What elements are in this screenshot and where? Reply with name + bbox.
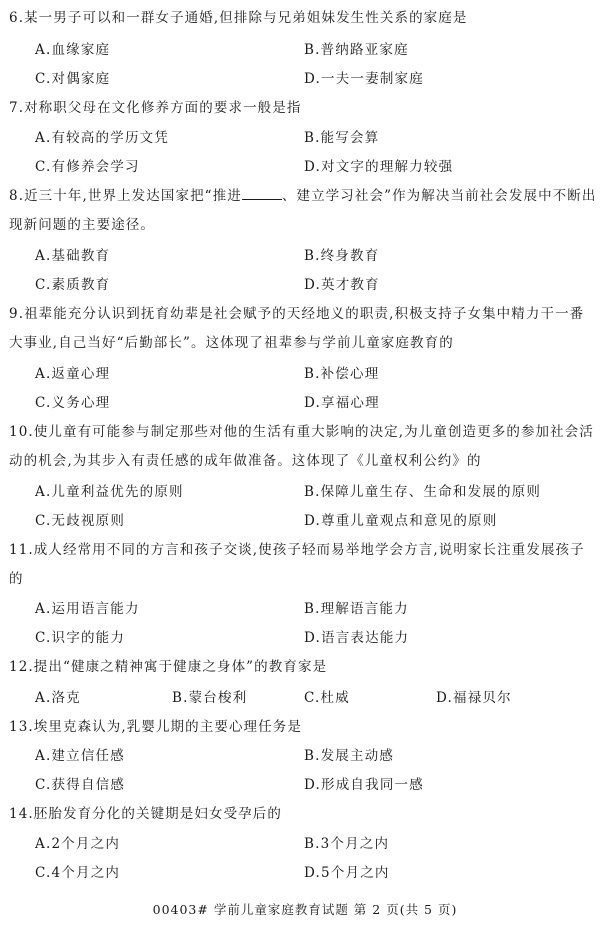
question-6-stem: 6.某一男子可以和一群女子通婚,但排除与兄弟姐妹发生性关系的家庭是: [9, 10, 468, 26]
question-10-option-b: B.保障儿童生存、生命和发展的原则: [304, 484, 542, 500]
question-8-option-a: A.基础教育: [35, 248, 111, 264]
question-9-option-b: B.补偿心理: [304, 366, 380, 382]
question-8-option-b: B.终身教育: [304, 248, 380, 264]
question-6-option-c: C.对偶家庭: [35, 71, 111, 87]
question-12-option-a: A.洛克: [35, 690, 81, 706]
question-11-option-c: C.识字的能力: [35, 630, 126, 646]
question-7-option-c: C.有修养会学习: [35, 159, 140, 175]
question-8-option-d: D.英才教育: [304, 277, 380, 293]
page-footer: 00403# 学前儿童家庭教育试题 第 2 页(共 5 页): [152, 902, 458, 917]
question-12-option-b: B.蒙台梭利: [172, 690, 248, 706]
question-7-stem: 7.对称职父母在文化修养方面的要求一般是指: [9, 100, 302, 116]
question-8-stem-after: 、建立学习社会”作为解决当前社会发展中不断出: [281, 188, 597, 204]
question-11-option-b: B.理解语言能力: [304, 601, 409, 617]
question-8-option-c: C.素质教育: [35, 277, 111, 293]
question-9-stem-line2: 大事业,自己当好“后勤部长”。这体现了祖辈参与学前儿童家庭教育的: [9, 335, 454, 351]
question-14-option-d: D.5个月之内: [304, 865, 390, 881]
question-10-option-d: D.尊重儿童观点和意见的原则: [304, 513, 498, 529]
question-13-option-d: D.形成自我同一感: [304, 777, 424, 793]
question-11-option-d: D.语言表达能力: [304, 630, 410, 646]
question-10-option-a: A.儿童利益优先的原则: [35, 484, 184, 500]
question-10-stem-line2: 动的机会,为其步入有责任感的成年做准备。这体现了《儿童权利公约》的: [9, 453, 482, 469]
question-13-stem: 13.埃里克森认为,乳婴儿期的主要心理任务是: [9, 719, 302, 735]
question-14-stem: 14.胚胎发育分化的关键期是妇女受孕后的: [9, 806, 282, 822]
question-8-stem-before: 8.近三十年,世界上发达国家把“推进: [9, 188, 242, 204]
question-9-stem: 9.祖辈能充分认识到抚育幼辈是社会赋予的天经地义的职责,积极支持子女集中精力干一番: [9, 306, 585, 322]
question-13-option-c: C.获得自信感: [35, 777, 126, 793]
fill-in-blank: [242, 185, 282, 200]
question-8-stem: [9, 182, 601, 211]
question-6-option-b: B.普纳路亚家庭: [304, 42, 409, 58]
question-11-stem-line2: 的: [9, 571, 24, 587]
question-9-option-c: C.义务心理: [35, 395, 111, 411]
question-12-option-c: C.杜威: [304, 690, 350, 706]
question-10-option-c: C.无歧视原则: [35, 513, 126, 529]
question-6-option-a: A.血缘家庭: [35, 42, 111, 58]
question-6-option-d: D.一夫一妻制家庭: [304, 71, 424, 87]
question-13-option-b: B.发展主动感: [304, 748, 395, 764]
question-14-option-b: B.3个月之内: [304, 836, 390, 852]
question-12-stem: 12.提出“健康之精神寓于健康之身体”的教育家是: [9, 659, 328, 675]
question-14-option-a: A.2个月之内: [35, 836, 121, 852]
question-9-option-a: A.返童心理: [35, 366, 111, 382]
question-14-option-c: C.4个月之内: [35, 865, 121, 881]
question-9-option-d: D.享福心理: [304, 395, 380, 411]
question-13-option-a: A.建立信任感: [35, 748, 125, 764]
question-12-option-d: D.福禄贝尔: [436, 690, 512, 706]
question-8-stem-line2: 现新问题的主要途径。: [9, 217, 155, 233]
question-7-option-b: B.能写会算: [304, 130, 380, 146]
question-7-option-a: A.有较高的学历文凭: [35, 130, 170, 146]
question-10-stem: 10.使儿童有可能参与制定那些对他的生活有重大影响的决定,为儿童创造更多的参加社会活: [9, 424, 594, 440]
question-11-option-a: A.运用语言能力: [35, 601, 140, 617]
question-11-stem: 11.成人经常用不同的方言和孩子交谈,使孩子轻而易举地学会方言,说明家长注重发展孩子: [9, 542, 585, 558]
question-7-option-d: D.对文字的理解力较强: [304, 159, 454, 175]
